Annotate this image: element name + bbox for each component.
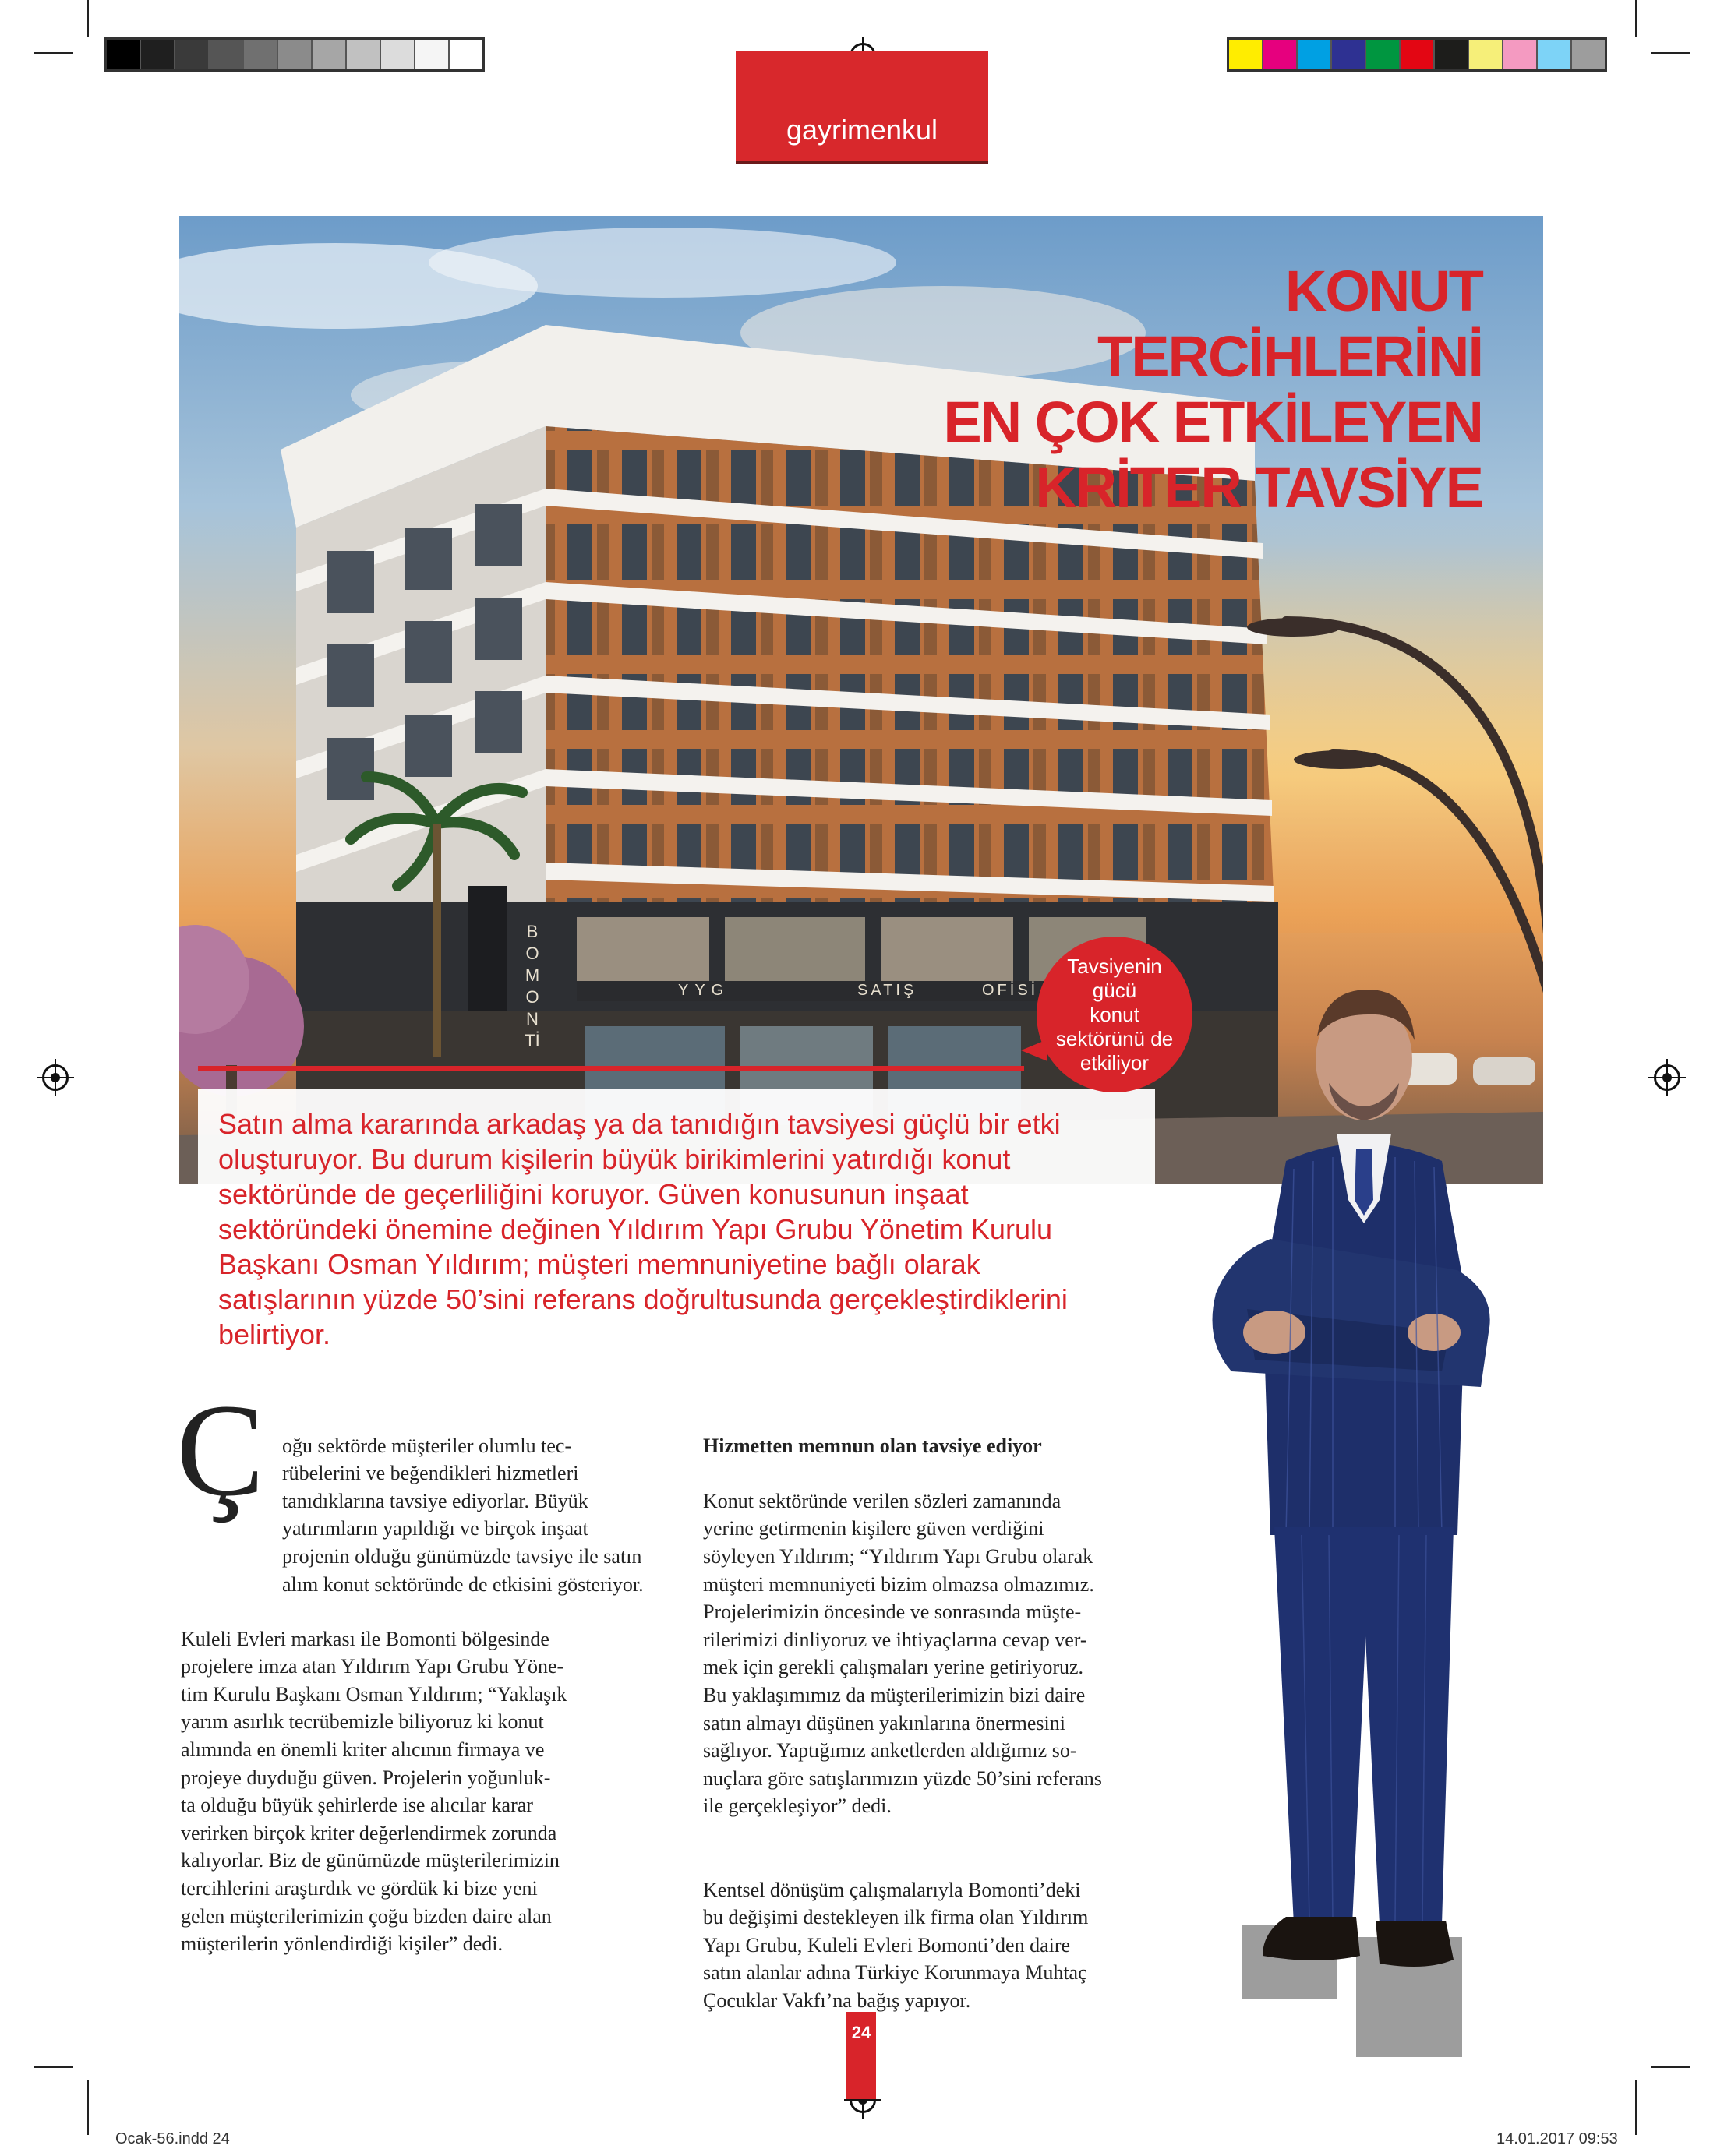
crop-mark	[87, 0, 89, 37]
color-swatch	[278, 40, 313, 69]
callout-line: gücü	[1092, 978, 1137, 1002]
crop-mark	[1635, 0, 1637, 37]
paragraph: Kentsel dönüşüm çalışmalarıyla Bomonti’deki bu değişimi destekleyen ilk firma olan Yıldırım Yapı Grubu, Kuleli Evleri Bomonti’den daire satın alanlar adına Türkiye Korunmaya Muhtaç Çocuklar Vakfı’na bağış yapıyor.	[703, 1878, 1089, 2012]
intro-lead: Satın alma kararında arkadaş ya da tanıdığın tavsiyesi güçlü bir etki oluşturuyor. Bu durum kişilerin büyük birikimlerini yatırdığı konut sektöründe de geçerliliğini koruyor. Güven konusunun inşaat sektöründeki önemine değinen Yıldırım Yapı Grubu Yönetim Kurulu Başkanı Osman Yıldırım; müşteri memnuniyetine bağlı olarak satışlarının yüzde 50’sini referans doğrultusunda gerçekleştirdiklerini belirtiyor.	[218, 1108, 1068, 1350]
color-swatch	[1298, 40, 1332, 69]
drop-cap: Ç	[176, 1377, 265, 1523]
color-swatch	[1469, 40, 1503, 69]
crop-mark	[1651, 52, 1690, 54]
color-swatch	[107, 40, 141, 69]
color-swatch	[1503, 40, 1538, 69]
section-label: gayrimenkul	[786, 114, 938, 146]
hero-sign-satis: SATIŞ	[857, 982, 917, 999]
crop-mark	[1651, 2066, 1690, 2068]
grayscale-color-bar	[104, 37, 485, 72]
process-color-bar	[1227, 37, 1607, 72]
paragraph: oğu sektörde müşteriler olumlu tec- rübelerini ve beğendikleri hizmetleri tanıdıklarına tavsiye ediyorlar. Büyük yatırımların yapıldığı ve birçok inşaat projenin olduğu günümüzde tavsiye ile satın alım konut sektöründe de etkisini gösteriyor.	[282, 1434, 644, 1596]
body-column-right	[703, 1404, 1202, 2042]
color-swatch	[1229, 40, 1263, 69]
color-swatch	[1572, 40, 1605, 69]
file-slug: Ocak-56.indd 24	[115, 2130, 230, 2147]
crop-mark	[34, 52, 73, 54]
callout-line: Tavsiyenin	[1067, 954, 1162, 978]
body-column-left	[181, 1597, 672, 1985]
section-subheading: Hizmetten memnun olan tavsiye ediyor	[703, 1434, 1042, 1457]
registration-mark-icon	[1654, 1064, 1680, 1091]
color-swatch	[1401, 40, 1435, 69]
page-number: 24	[846, 2012, 876, 2099]
callout-line: etkiliyor	[1079, 1050, 1150, 1074]
registration-mark-icon	[42, 1064, 69, 1091]
color-swatch	[1263, 40, 1298, 69]
color-swatch	[381, 40, 415, 69]
color-swatch	[313, 40, 347, 69]
hero-sign-yyg: YYG	[678, 982, 730, 999]
title-line: KONUT	[1284, 259, 1482, 323]
callout-line: sektörünü de	[1055, 1026, 1174, 1050]
businessman-photo	[1200, 966, 1512, 2057]
paragraph: Kuleli Evleri markası ile Bomonti bölgesinde projelere imza atan Yıldırım Yapı Grubu Yöne- tim Kurulu Başkanı Osman Yıldırım; “Yaklaşık yarım asırlık tecrübemizle biliyoruz ki konut alımında en önemli kriter alıcının firmaya ve projeye duyduğu güven. Projelerin yoğunluk- ta olduğu büyük şehirlerde ise alıcılar karar verirken birçok kriter değerlendirmek zorunda kalıyorlar. Biz de günümüzde müşterilerimizin tercihlerini araştırdık ve gördük ki bize yeni gelen müşterilerimizin çoğu bizden daire alan müşterilerin yönlendirdiği kişiler” dedi.	[181, 1627, 567, 1956]
color-swatch	[347, 40, 381, 69]
title-line: EN ÇOK ETKİLEYEN	[943, 390, 1482, 454]
title-line: TERCİHLERİNİ	[1097, 324, 1482, 389]
accent-rule	[198, 1066, 1024, 1071]
section-tab	[736, 51, 988, 164]
page-title	[943, 259, 1482, 520]
crop-mark	[34, 2066, 73, 2068]
color-swatch	[141, 40, 175, 69]
hero-vertical-sign: BOMONTİ	[525, 922, 540, 1050]
color-swatch	[1366, 40, 1401, 69]
body-column-left-intro	[282, 1404, 687, 1626]
hero-sign-ofisi: OFİSİ	[982, 982, 1039, 999]
color-swatch	[1332, 40, 1366, 69]
color-swatch	[450, 40, 482, 69]
color-swatch	[1435, 40, 1469, 69]
color-swatch	[1538, 40, 1572, 69]
title-line: KRİTER TAVSİYE	[1035, 455, 1482, 520]
color-swatch	[175, 40, 210, 69]
paragraph: Konut sektöründe verilen sözleri zamanında yerine getirmenin kişilere güven verdiğini söyleyen Yıldırım; “Yıldırım Yapı Grubu olarak müşteri memnuniyeti bizim olmazsa olmazımız. Projelerimizin öncesinde ve sonrasında müşte- rilerimizi dinliyoruz ve ihtiyaçlarına cevap ver- mek için gerekli çalışmaları yerine getiriyoruz. Bu yaklaşımımız da müşterilerimizin bizi daire satın almayı düşünen yakınlarına önermesini sağlıyor. Yaptığımız anketlerden aldığımız so- nuçlara göre satışlarımızın yüzde 50’sini referans ile gerçekleşiyor” dedi.	[703, 1489, 1102, 1818]
callout-bubble	[1037, 937, 1192, 1092]
crop-mark	[1635, 2080, 1637, 2135]
crop-mark	[87, 2080, 89, 2135]
color-swatch	[210, 40, 244, 69]
color-swatch	[415, 40, 450, 69]
color-swatch	[244, 40, 278, 69]
date-slug: 14.01.2017 09:53	[1496, 2130, 1618, 2147]
callout-line: konut	[1090, 1002, 1139, 1026]
